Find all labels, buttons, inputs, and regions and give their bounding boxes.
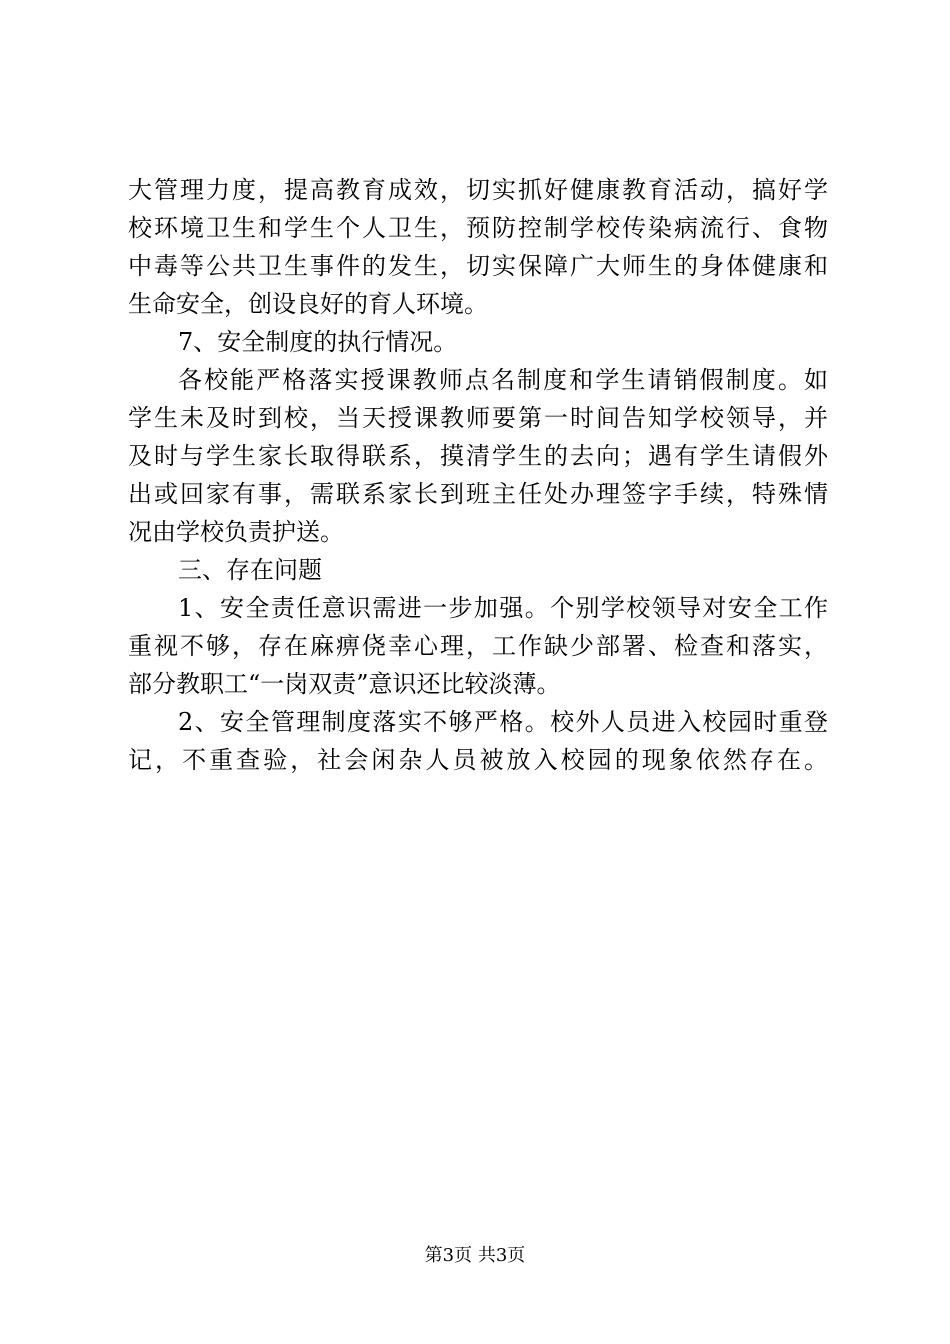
text-line: 及时与学生家长取得联系，摸清学生的去向；遇有学生请假外	[128, 442, 828, 470]
section-heading: 7、安全制度的执行情况。	[178, 328, 458, 356]
text-line: 校环境卫生和学生个人卫生，预防控制学校传染病流行、食物	[128, 214, 828, 242]
page-number-footer: 第3页 共3页	[424, 1245, 526, 1266]
text-line: 部分教职工“一岗双责”意识还比较淡薄。	[128, 670, 561, 698]
text-line: 生命安全，创设良好的育人环境。	[128, 290, 488, 318]
text-line: 重视不够，存在麻痹侥幸心理，工作缺少部署、检查和落实，	[128, 632, 828, 660]
paragraph-start: 各校能严格落实授课教师点名制度和学生请销假制度。如	[178, 366, 828, 394]
document-body	[128, 171, 828, 779]
text-line: 大管理力度，提高教育成效，切实抓好健康教育活动，搞好学	[128, 176, 828, 204]
text-line: 出或回家有事，需联系家长到班主任处办理签字手续，特殊情	[128, 480, 828, 508]
paragraph-start: 1、安全责任意识需进一步加强。个别学校领导对安全工作	[178, 594, 828, 622]
text-line: 记，不重查验，社会闲杂人员被放入校园的现象依然存在。	[128, 746, 828, 774]
text-line: 学生未及时到校，当天授课教师要第一时间告知学校领导，并	[128, 404, 828, 432]
section-heading: 三、存在问题	[178, 556, 322, 584]
paragraph-start: 2、安全管理制度落实不够严格。校外人员进入校园时重登	[178, 708, 828, 736]
text-line: 中毒等公共卫生事件的发生，切实保障广大师生的身体健康和	[128, 252, 828, 280]
text-line: 况由学校负责护送。	[128, 518, 344, 546]
